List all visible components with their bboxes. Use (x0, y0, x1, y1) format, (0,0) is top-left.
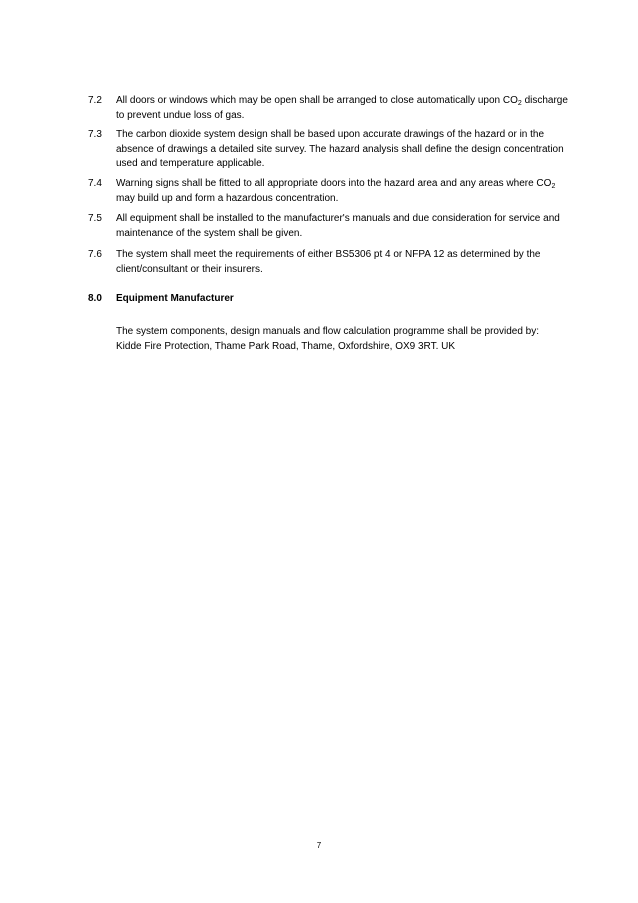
clause-7-2 (88, 94, 573, 123)
clause-7-4 (88, 177, 573, 206)
section-heading-8-0 (88, 292, 573, 307)
clause-number: 7.3 (88, 129, 102, 140)
clause-text: All equipment shall be installed to the manufacturer's manuals and due consideration for service and maintenance of the system shall be given. (116, 213, 560, 239)
section-number: 8.0 (88, 293, 102, 304)
clause-number: 7.6 (88, 249, 102, 260)
clause-text: The system shall meet the requirements of either BS5306 pt 4 or NFPA 12 as determined by the client/consultant or their insurers. (116, 249, 541, 275)
section-paragraph (116, 325, 576, 354)
clause-text (116, 94, 573, 123)
subscript: 2 (517, 100, 522, 107)
subscript: 2 (551, 183, 556, 190)
page-number: 7 (316, 841, 322, 850)
section-title: Equipment Manufacturer (116, 293, 234, 304)
paragraph-line: Kidde Fire Protection, Thame Park Road, Thame, Oxfordshire, OX9 3RT. UK (116, 340, 456, 352)
clause-text-after: discharge to prevent undue loss of gas. (116, 95, 568, 121)
clause-number: 7.5 (88, 213, 102, 224)
paragraph-line: The system components, design manuals and flow calculation programme shall be provided by: (116, 326, 539, 337)
clause-7-6 (88, 248, 573, 277)
clause-text-after: may build up and form a hazardous concentration. (116, 192, 339, 204)
clause-text-before: All doors or windows which may be open shall be arranged to close automatically upon CO (116, 95, 518, 106)
clause-number: 7.2 (88, 95, 102, 106)
clause-7-5 (88, 212, 573, 241)
clause-text: The carbon dioxide system design shall be based upon accurate drawings of the hazard or in the absence of drawings a detailed site survey. The hazard analysis shall define the design concentration used and temperature applicable. (116, 129, 564, 169)
clause-text-before: Warning signs shall be fitted to all appropriate doors into the hazard area and any areas where CO (116, 178, 552, 189)
clause-7-3 (88, 128, 573, 172)
clause-text (116, 177, 573, 206)
clause-number: 7.4 (88, 178, 102, 189)
